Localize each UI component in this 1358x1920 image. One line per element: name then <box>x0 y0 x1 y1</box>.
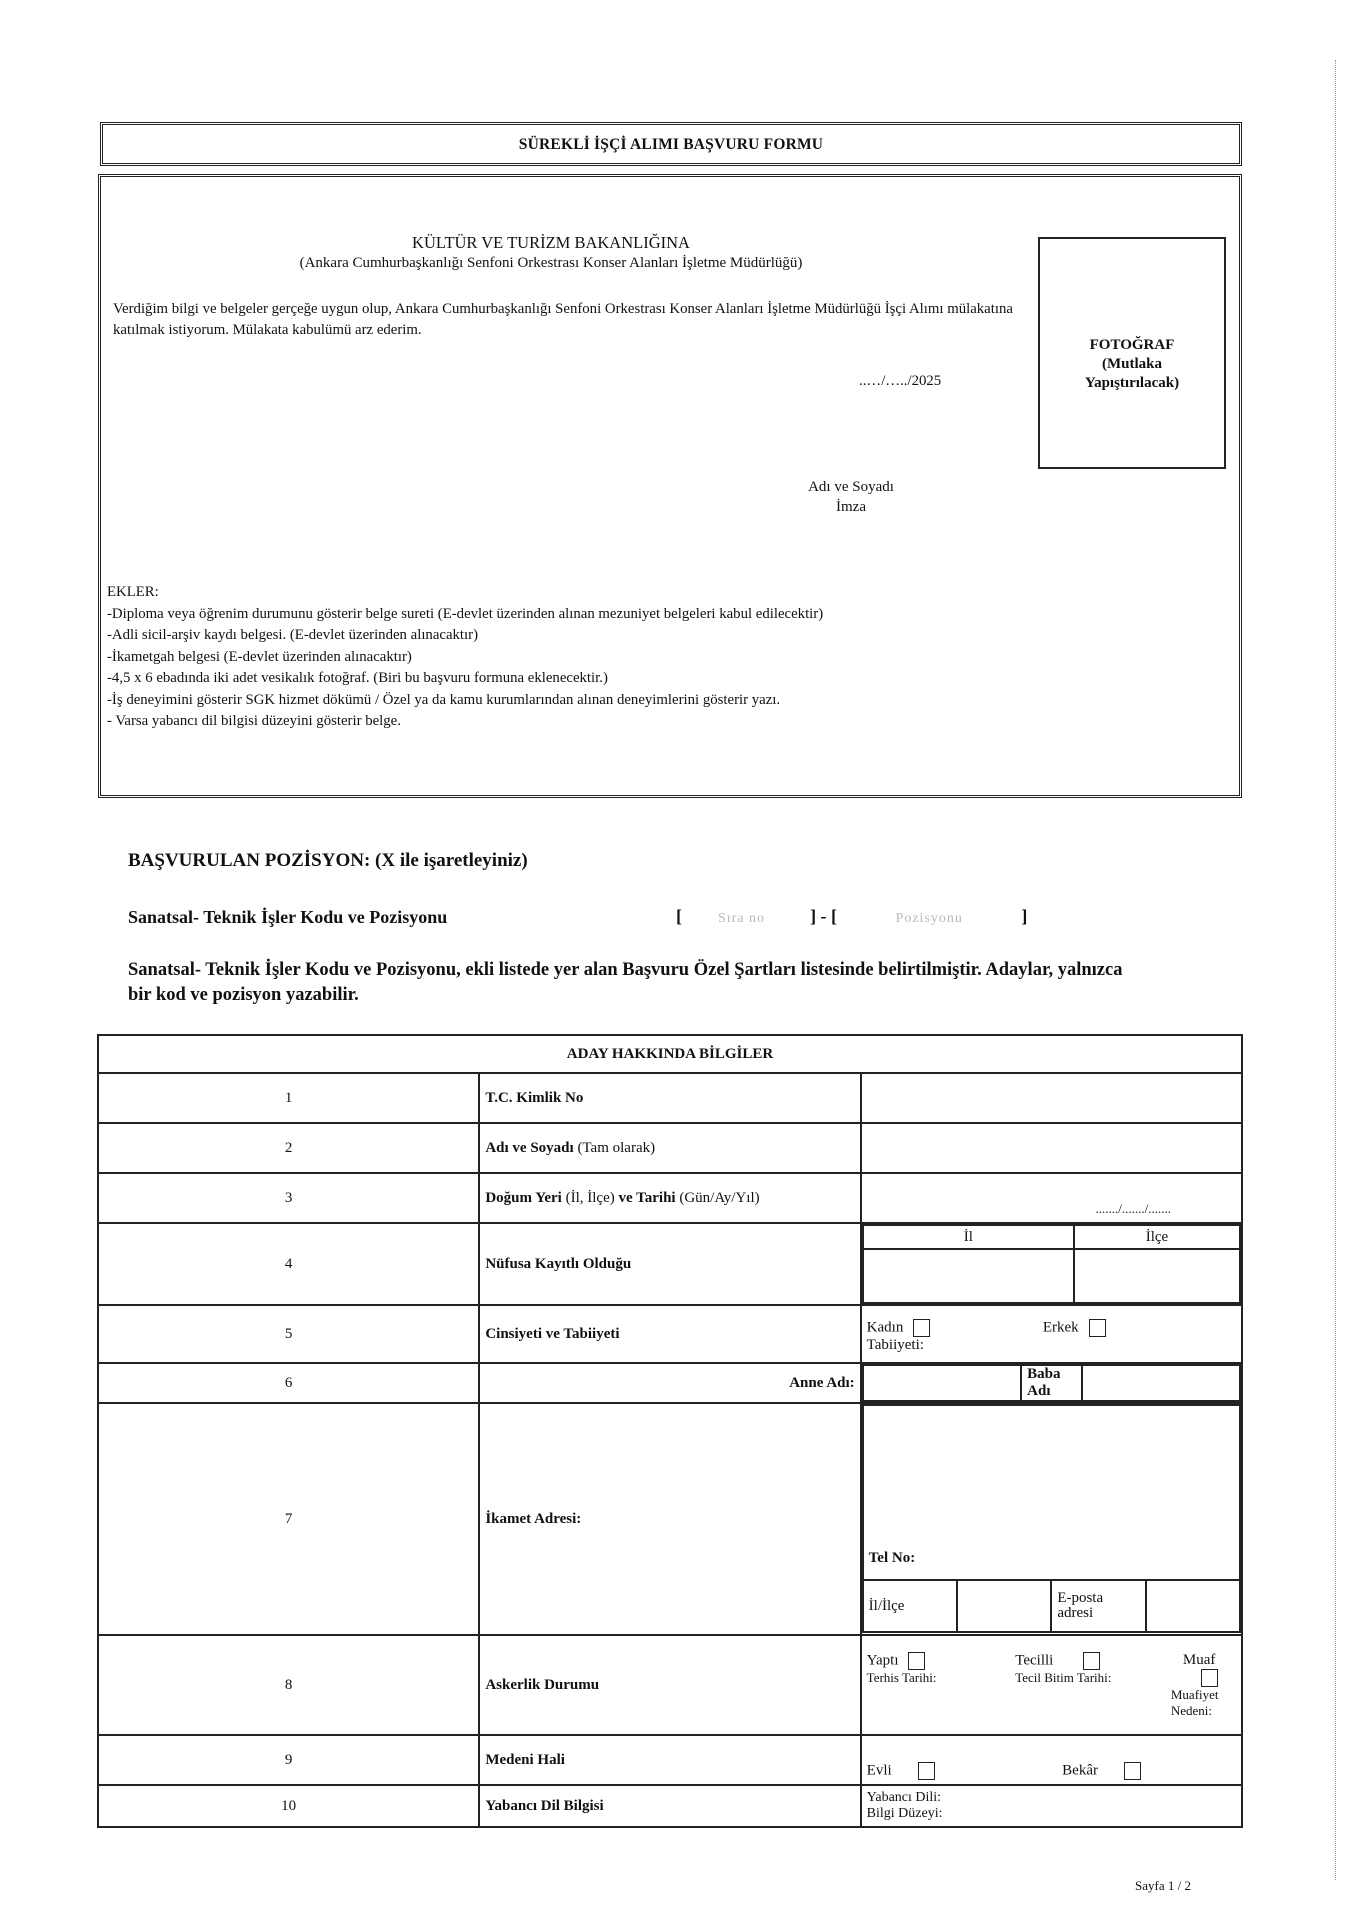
military-done-checkbox[interactable] <box>908 1652 925 1670</box>
form-title-box <box>100 122 1242 166</box>
scan-edge <box>1335 60 1336 1880</box>
attachment-item: -4,5 x 6 ebadında iki adet vesikalık fotoğraf. (Biri bu başvuru formuna eklenecektir.) <box>107 670 608 686</box>
language-level-field[interactable]: Bilgi Düzeyi: <box>866 1806 943 1821</box>
photo-note-2: Yapıştırılacak) <box>1084 375 1180 391</box>
row-label: Adı ve Soyadı (Tam olarak) <box>479 1123 860 1173</box>
table-row <box>98 1305 1242 1363</box>
attachment-item: -Diploma veya öğrenim durumunu gösterir belge sureti (E-devlet üzerinden alınan mezuniyet belgeleri kabul edilecektir) <box>107 605 824 622</box>
single-checkbox[interactable] <box>1124 1762 1141 1780</box>
date-field[interactable]: ..…/…../2025 <box>859 373 942 389</box>
single-label: Bekâr <box>1062 1762 1098 1779</box>
male-label: Erkek <box>1042 1319 1079 1336</box>
form-title: SÜREKLİ İŞÇİ ALIMI BAŞVURU FORMU <box>518 136 824 153</box>
row-number: 9 <box>98 1735 479 1785</box>
birth-date-placeholder: ......./......./....... <box>1095 1201 1171 1216</box>
military-done-label: Yaptı <box>866 1652 899 1669</box>
attachment-item: -İş deneyimini gösterir SGK hizmet dökümü / Özel ya da kamu kurumlarından alınan deneyimlerini gösterir yazı. <box>107 691 781 708</box>
married-checkbox[interactable] <box>918 1762 935 1780</box>
row-number: 1 <box>98 1073 479 1123</box>
birthplace-date-input[interactable] <box>861 1173 1242 1223</box>
military-exempt-label: Muaf <box>1182 1652 1216 1668</box>
registry-il-input[interactable] <box>863 1249 1074 1303</box>
row-label: Cinsiyeti ve Tabiiyeti <box>479 1305 860 1363</box>
father-name-input[interactable] <box>1082 1365 1240 1401</box>
row-label: T.C. Kimlik No <box>479 1073 860 1123</box>
row-label: İkamet Adresi: <box>479 1403 860 1635</box>
row-label: Nüfusa Kayıtlı Olduğu <box>479 1223 860 1305</box>
table-row <box>98 1223 1242 1305</box>
table-row <box>98 1073 1242 1123</box>
registry-ilce-input[interactable] <box>1074 1249 1240 1303</box>
female-checkbox[interactable] <box>913 1319 930 1337</box>
female-label: Kadın <box>866 1319 904 1336</box>
declaration-text: Verdiğim bilgi ve belgeler gerçeğe uygun olup, Ankara Cumhurbaşkanlığı Senfoni Orkestrası Konser Alanları İşletme Müdürlüğü İşçi Alımı mülakatına katılmak istiyorum. Mülakata kabulümü arz ederim. <box>113 301 1013 338</box>
foreign-language-field[interactable]: Yabancı Dili: <box>866 1790 942 1805</box>
signature-name-label: Adı ve Soyadı <box>808 479 894 495</box>
exemption-reason-label: Muafiyet Nedeni: <box>1170 1687 1219 1718</box>
row-number: 3 <box>98 1173 479 1223</box>
page-number: Sayfa 1 / 2 <box>1135 1878 1191 1893</box>
position-note: Sanatsal- Teknik İşler Kodu ve Pozisyonu, ekli listede yer alan Başvuru Özel Şartları listesinde belirtilmiştir. Adaylar, yalnızca bir kod ve pozisyon yazabilir. <box>128 960 1123 1005</box>
position-code-fields: [ Sıra no ] - [ Pozisyonu ] <box>676 906 1028 926</box>
discharge-date-label: Terhis Tarihi: <box>866 1670 937 1685</box>
attachment-item: -Adli sicil-arşiv kaydı belgesi. (E-devlet üzerinden alınacaktır) <box>107 627 479 643</box>
row-number: 4 <box>98 1223 479 1305</box>
male-checkbox[interactable] <box>1089 1319 1106 1337</box>
row-number: 2 <box>98 1123 479 1173</box>
email-input[interactable] <box>1146 1580 1240 1632</box>
father-name-label: Baba Adı <box>1021 1365 1081 1401</box>
deferral-end-label: Tecil Bitim Tarihi: <box>1015 1670 1112 1685</box>
candidate-info-table <box>97 1034 1243 1828</box>
table-header: ADAY HAKKINDA BİLGİLER <box>98 1035 1242 1073</box>
code-input[interactable]: Sıra no <box>718 911 766 926</box>
nationality-label: Tabiiyeti: <box>866 1337 924 1353</box>
column-il: İl <box>863 1225 1074 1249</box>
position-code-label: Sanatsal- Teknik İşler Kodu ve Pozisyonu <box>128 907 448 927</box>
military-deferred-checkbox[interactable] <box>1083 1652 1100 1670</box>
military-deferred-label: Tecilli <box>1015 1652 1054 1669</box>
row-number: 5 <box>98 1305 479 1363</box>
photo-label: FOTOĞRAF <box>1089 337 1175 353</box>
married-label: Evli <box>866 1762 892 1779</box>
tc-kimlik-input[interactable] <box>861 1073 1242 1123</box>
ministry-subtitle: (Ankara Cumhurbaşkanlığı Senfoni Orkestrası Konser Alanları İşletme Müdürlüğü) <box>299 255 803 271</box>
table-row <box>98 1173 1242 1223</box>
row-number: 6 <box>98 1363 479 1403</box>
position-heading: BAŞVURULAN POZİSYON: (X ile işaretleyiniz) <box>128 850 528 871</box>
photo-placeholder <box>1038 237 1226 469</box>
row-number: 10 <box>98 1785 479 1827</box>
attachments-heading: EKLER: <box>107 584 159 600</box>
attachment-item: - Varsa yabancı dil bilgisi düzeyini gösterir belge. <box>107 713 401 729</box>
attachment-item: -İkametgah belgesi (E-devlet üzerinden alınacaktır) <box>107 648 412 665</box>
attachments-list <box>107 582 823 733</box>
table-row <box>98 1635 1242 1735</box>
signature-label: İmza <box>836 499 866 515</box>
ministry-title: KÜLTÜR VE TURİZM BAKANLIĞINA <box>412 233 690 252</box>
address-input[interactable] <box>863 1405 1240 1580</box>
table-row <box>98 1363 1242 1403</box>
row-number: 8 <box>98 1635 479 1735</box>
phone-label: Tel No: <box>868 1550 916 1566</box>
full-name-input[interactable] <box>861 1123 1242 1173</box>
city-input[interactable] <box>957 1580 1051 1632</box>
email-label: E-posta adresi <box>1051 1580 1145 1632</box>
table-row <box>98 1123 1242 1173</box>
row-label: Medeni Hali <box>479 1735 860 1785</box>
mother-name-input[interactable] <box>863 1365 1021 1401</box>
city-label: İl/İlçe <box>863 1580 957 1632</box>
table-row <box>98 1785 1242 1827</box>
photo-note-1: (Mutlaka <box>1102 356 1162 372</box>
row-label: Doğum Yeri (İl, İlçe) ve Tarihi (Gün/Ay/Yıl) <box>479 1173 860 1223</box>
row-number: 7 <box>98 1403 479 1635</box>
column-ilce: İlçe <box>1074 1225 1240 1249</box>
military-exempt-checkbox[interactable] <box>1201 1669 1218 1687</box>
row-label: Yabancı Dil Bilgisi <box>479 1785 860 1827</box>
table-row <box>98 1735 1242 1785</box>
row-label: Askerlik Durumu <box>479 1635 860 1735</box>
application-letter-box <box>98 174 1242 798</box>
position-input[interactable]: Pozisyonu <box>895 911 963 926</box>
mother-name-label: Anne Adı: <box>479 1363 860 1403</box>
table-row <box>98 1403 1242 1635</box>
